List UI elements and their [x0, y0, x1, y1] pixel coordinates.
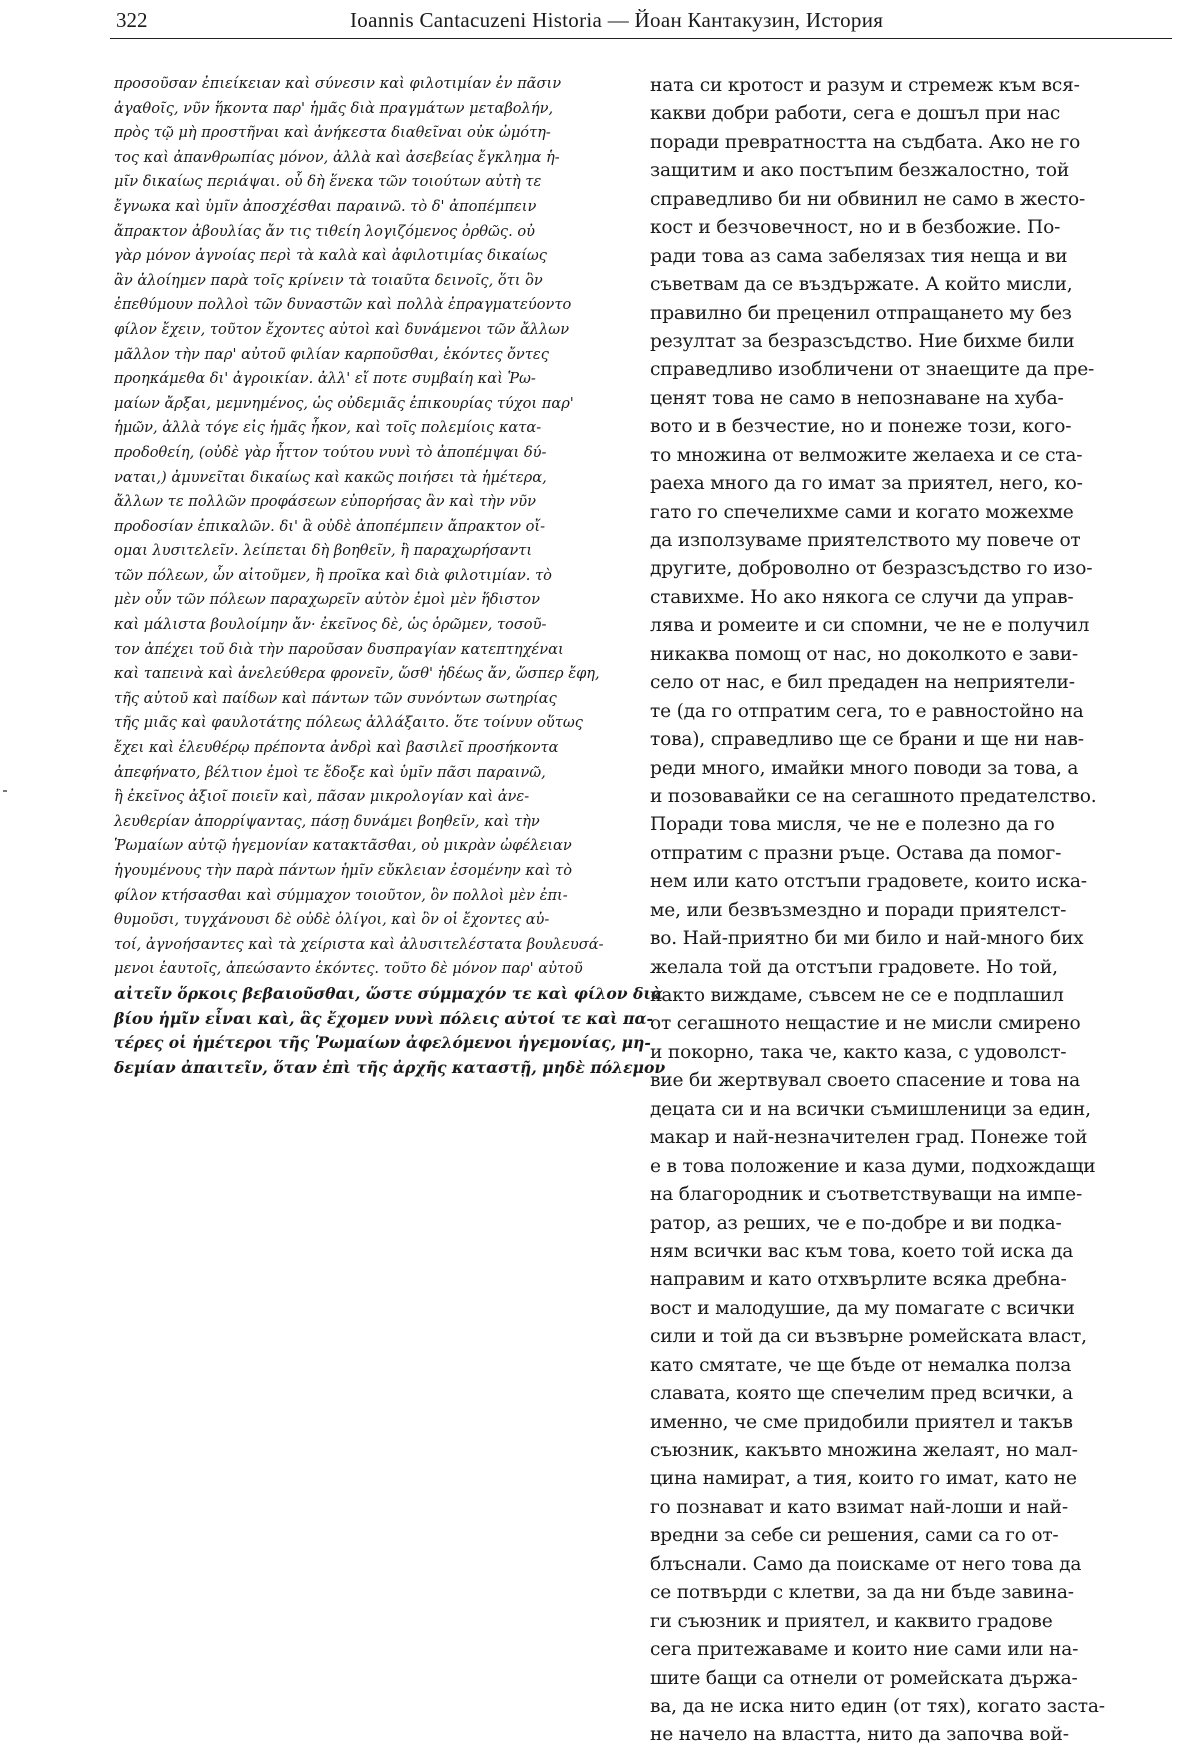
text-line: да използуваме приятелството му повече от [650, 530, 1081, 551]
text-line: както виждаме, съвсем не се е подплашил [650, 985, 1064, 1006]
text-line: поради превратността на съдбата. Ако не го [650, 131, 1081, 153]
text-line: шите бащи са отнели от ромейската държа- [650, 1667, 1078, 1689]
text-line: ἡμῶν, ἀλλὰ τόγε εἰς ἡμᾶς ἧκον, καὶ τοῖς πολεμίοις κατα- [114, 419, 542, 437]
text-line: като смятате, че ще бъде от немалка полза [650, 1354, 1072, 1376]
text-line: именно, че сме придобили приятел и такъв [650, 1411, 1073, 1433]
text-line: това), справедливо ще се брани и ще ни нав- [650, 729, 1084, 751]
text-line: вие би жертвувал своето спасение и това на [650, 1070, 1081, 1092]
text-line: φίλον ἔχειν, τοῦτον ἔχοντες αὐτοὶ καὶ δυνάμενοι τῶν ἄλλων [114, 320, 570, 338]
page-number: 322 [116, 8, 148, 32]
bulgarian-translation-column [650, 72, 1162, 1750]
text-line: децата си и на всички съмишленици за един, [650, 1098, 1091, 1120]
text-line: ἔγνωκα καὶ ὑμῖν ἀποσχέσθαι παραινῶ. τὸ δ' ἀποπέμπειν [114, 197, 537, 215]
text-line: раеха много да го имат за приятел, него, ко- [650, 473, 1083, 495]
text-line: вост и малодушие, да му помагате с всички [650, 1297, 1075, 1319]
text-line: Поради това мисля, че не е полезно да го [650, 814, 1055, 836]
text-line: μᾶλλον τὴν παρ' αὐτοῦ φιλίαν καρποῦσθαι, ἑκόντες ὄντες [114, 345, 549, 363]
text-line: ценят това не само в непознаване на хуба- [650, 387, 1064, 409]
text-line: съюзник, какъвто множина желаят, но мал- [650, 1440, 1078, 1461]
text-line: те (да го отпратим сега, то е равностойно на [650, 700, 1084, 722]
text-line: βίου ἡμῖν εἶναι καὶ, ἃς ἔχομεν νυνὶ πόλεις αὐτοί τε καὶ πα- [114, 1008, 653, 1028]
running-title: Ioannis Cantacuzeni Historia — Йоан Кантакузин, История [350, 8, 884, 32]
text-line: и позовавайки се на сегашното предателство. [650, 785, 1097, 807]
text-line: справедливо би ни обвинил не само в жесто- [650, 188, 1086, 210]
text-line: правилно би преценил отпращането му без [650, 302, 1072, 324]
page-header [110, 8, 1170, 34]
text-line: φίλον κτήσασθαι καὶ σύμμαχον τοιοῦτον, ὃν πολλοὶ μὲν ἐπι- [114, 886, 568, 904]
text-line: ἄπρακτον ἀβουλίας ἄν τις τιθείη λογιζόμενος ὀρθῶς. οὐ [114, 222, 536, 240]
text-line: славата, която ще спечелим пред всички, а [650, 1383, 1073, 1405]
text-line: не начело на властта, нито да започва вой- [650, 1724, 1069, 1746]
margin-mark [3, 790, 7, 792]
text-line: во. Най-приятно би ми било и най-много бих [650, 928, 1084, 950]
text-line: ставихме. Но ако някога се случи да управ- [650, 586, 1074, 608]
text-line: τῆς μιᾶς καὶ φαυλοτάτης πόλεως ἀλλάξαιτο. ὅτε τοίνυν οὕτως [114, 714, 583, 732]
text-line: справедливо изобличени от знаещите да пре- [650, 359, 1095, 381]
text-line: ἐπεθύμουν πολλοὶ τῶν δυναστῶν καὶ πολλὰ ἐπραγματεύοντο [114, 296, 572, 314]
text-line: лява и ромеите и си спомни, че не е получил [650, 615, 1090, 637]
text-line: вредни за себе си решения, сами са го от- [650, 1525, 1059, 1547]
text-line: го познават и като взимат най-лоши и най- [650, 1496, 1068, 1518]
text-line: от сегашното нещастие и не мисли смирено [650, 1013, 1081, 1035]
text-line: τῆς αὐτοῦ καὶ παίδων καὶ πάντων τῶν συνόντων σωτηρίας [114, 689, 557, 707]
text-line: τῶν πόλεων, ὧν αἰτοῦμεν, ἢ προῖκα καὶ διὰ φιλοτιμίαν. τὸ [114, 566, 552, 584]
greek-text-column [114, 72, 666, 1080]
text-line: προδοθείη, (οὐδὲ γὰρ ἧττον τούτου νυνὶ τὸ ἀποπέμψαι δύ- [114, 443, 547, 461]
text-line: ги съюзник и приятел, и каквито градове [650, 1610, 1053, 1632]
text-line: δεμίαν ἀπαιτεῖν, ὅταν ἐπὶ τῆς ἀρχῆς καταστῇ, μηδὲ πόλεμον [114, 1057, 666, 1077]
text-line: ἀπεφήνατο, βέλτιον ἐμοὶ τε ἔδοξε καὶ ὑμῖν πᾶσι παραινῶ, [114, 763, 546, 781]
text-line: сили и той да си възвърне ромейската власт, [650, 1326, 1087, 1348]
text-line: ва, да не иска нито един (от тях), когато заста- [650, 1695, 1105, 1717]
text-line: ἔχει καὶ ἐλευθέρῳ πρέποντα ἀνδρὶ καὶ βασιλεῖ προσήκοντα [114, 739, 559, 757]
text-line: λευθερίαν ἀπορρίψαντας, πάσῃ δυνάμει βοηθεῖν, καὶ τὴν [114, 812, 540, 830]
text-line: καὶ μάλιστα βουλοίμην ἄν· ἐκεῖνος δὲ, ὡς ὁρῶμεν, τοσοῦ- [114, 616, 547, 634]
text-line: резултат за безразсъдство. Ние бихме били [650, 330, 1075, 352]
text-line: и покорно, така че, както каза, с удоволст- [650, 1041, 1067, 1063]
text-line: τοί, ἀγνοήσαντες καὶ τὰ χείριστα καὶ ἀλυσιτελέστατα βουλευσά- [114, 935, 604, 953]
text-line: вото и в безчестие, но и понеже този, кого- [650, 416, 1072, 438]
text-line: ἡγουμένους τὴν παρὰ πάντων ἡμῖν εὔκλειαν ἐσομένην καὶ τὸ [114, 862, 573, 879]
text-line: ратор, аз реших, че е по-добре и ви подка- [650, 1212, 1062, 1234]
text-line: защитим и ако постъпим безжалостно, той [650, 160, 1070, 182]
text-line: ναται,) ἀμυνεῖται δικαίως καὶ κακῶς ποιήσει τὰ ἡμέτερα, [114, 468, 547, 486]
text-line: ням всички вас към това, което той иска да [650, 1240, 1074, 1262]
text-line: ради това аз сама забелязах тия неща и ви [650, 245, 1068, 267]
text-line: μαίων ἄρξαι, μεμνημένος, ὡς οὐδεμιᾶς ἐπικουρίας τύχοι παρ' [114, 394, 574, 412]
text-line: ἄλλων τε πολλῶν προφάσεων εὐπορήσας ἂν καὶ τὴν νῦν [114, 493, 536, 511]
text-line: θυμοῦσι, τυγχάνουσι δὲ οὐδὲ ὀλίγοι, καὶ ὃν οἱ ἔχοντες αὐ- [114, 911, 550, 929]
text-line: ομαι λυσιτελεῖν. λείπεται δὴ βοηθεῖν, ἢ παραχωρήσαντι [114, 542, 533, 560]
text-line: ἂν ἁλοίημεν παρὰ τοῖς κρίνειν τὰ τοιαῦτα δεινοῖς, ὅτι ὃν [114, 271, 543, 289]
text-line: какви добри работи, сега е дошъл при нас [650, 103, 1061, 125]
header-rule [110, 38, 1172, 39]
text-line: γὰρ μόνον ἀγνοίας περὶ τὰ καλὰ καὶ ἀφιλοτιμίας δικαίως [114, 247, 547, 265]
text-line: направим и като отхвърлите всяка дребна- [650, 1269, 1067, 1291]
text-line: μὲν οὖν τῶν πόλεων παραχωρεῖν αὐτὸν ἐμοὶ μὲν ἥδιστον [114, 591, 540, 609]
text-line: προηκάμεθα δι' ἀγροικίαν. ἀλλ' εἴ ποτε συμβαίη καὶ Ῥω- [114, 370, 536, 388]
text-line: се потвърди с клетви, за да ни бъде завина- [650, 1582, 1074, 1604]
text-line: αἰτεῖν ὅρκοις βεβαιοῦσθαι, ὥστε σύμμαχόν τε καὶ φίλον διὰ [114, 983, 663, 1003]
text-line: то множина от велможите желаеха и се ста- [650, 444, 1083, 466]
text-line: другите, доброволно от безразсъдство го изо- [650, 558, 1093, 580]
text-line: нем или като отстъпи градовете, които иска- [650, 871, 1087, 893]
text-line: μενοι ἑαυτοῖς, ἀπεώσαντο ἑκόντες. τοῦτο δὲ μόνον παρ' αὐτοῦ [114, 960, 583, 978]
text-line: μῖν δικαίως περιάψαι. οὗ δὴ ἕνεκα τῶν τοιούτων αὐτὴ τε [114, 173, 542, 191]
text-line: цина намират, а тия, които го имат, като не [650, 1468, 1077, 1490]
text-line: ме, или безвъзмездно и поради приятелст- [650, 899, 1067, 921]
text-line: προδοσίαν ἐπικαλῶν. δι' ἃ οὐδὲ ἀποπέμπειν ἄπρακτον οἴ- [114, 517, 546, 535]
text-line: сега притежаваме и които ние сами или на- [650, 1639, 1079, 1661]
text-line: блъснали. Само да поискаме от него това да [650, 1553, 1082, 1575]
text-line: на благородник и съответствуващи на импе- [650, 1184, 1083, 1206]
text-line: съветвам да се въздържате. А който мисли, [650, 274, 1073, 296]
text-line: πρὸς τῷ μὴ προστῆναι καὶ ἀνήκεστα διαθεῖναι οὐκ ὠμότη- [114, 124, 551, 142]
text-line: τον ἀπέχει τοῦ διὰ τὴν παροῦσαν δυσπραγίαν κατεπτηχέναι [114, 640, 564, 658]
text-line: реди много, имайки много поводи за това, а [650, 757, 1079, 779]
text-line: никаква помощ от нас, но доколкото е зави- [650, 643, 1078, 665]
text-line: καὶ ταπεινὰ καὶ ἀνελεύθερα φρονεῖν, ὥσθ' ἡδέως ἄν, ὥσπερ ἔφη, [114, 665, 600, 683]
text-line: отпратим с празни ръце. Остава да помог- [650, 842, 1062, 864]
text-line: Ῥωμαίων αὐτῷ ἡγεμονίαν κατακτᾶσθαι, οὐ μικρὰν ὠφέλειαν [114, 837, 572, 855]
text-line: ἢ ἐκεῖνος ἀξιοῖ ποιεῖν καὶ, πᾶσαν μικρολογίαν καὶ ἀνε- [114, 788, 530, 806]
text-line: ната си кротост и разум и стремеж към вся- [650, 75, 1080, 96]
text-line: τος καὶ ἀπανθρωπίας μόνον, ἀλλὰ καὶ ἀσεβείας ἔγκλημα ἡ- [114, 148, 560, 166]
text-line: τέρες οἱ ἡμέτεροι τῆς Ῥωμαίων ἀφελόμενοι ἡγεμονίας, μη- [114, 1033, 651, 1053]
text-line: προσοῦσαν ἐπιείκειαν καὶ σύνεσιν καὶ φιλοτιμίαν ἐν πᾶσιν [114, 75, 562, 92]
text-line: кост и безчовечност, но и в безбожие. По- [650, 217, 1061, 239]
text-line: желала той да отстъпи градовете. Но той, [650, 956, 1058, 978]
text-line: макар и най-незначителен град. Понеже той [650, 1127, 1088, 1149]
text-line: ἀγαθοῖς, νῦν ἥκοντα παρ' ἡμᾶς διὰ πραγμάτων μεταβολήν, [114, 99, 554, 117]
text-line: гато го спечелихме сами и когато можехме [650, 501, 1074, 523]
text-line: е в това положение и каза думи, подхождащи [650, 1155, 1096, 1177]
text-line: село от нас, е бил предаден на неприятели- [650, 672, 1075, 694]
